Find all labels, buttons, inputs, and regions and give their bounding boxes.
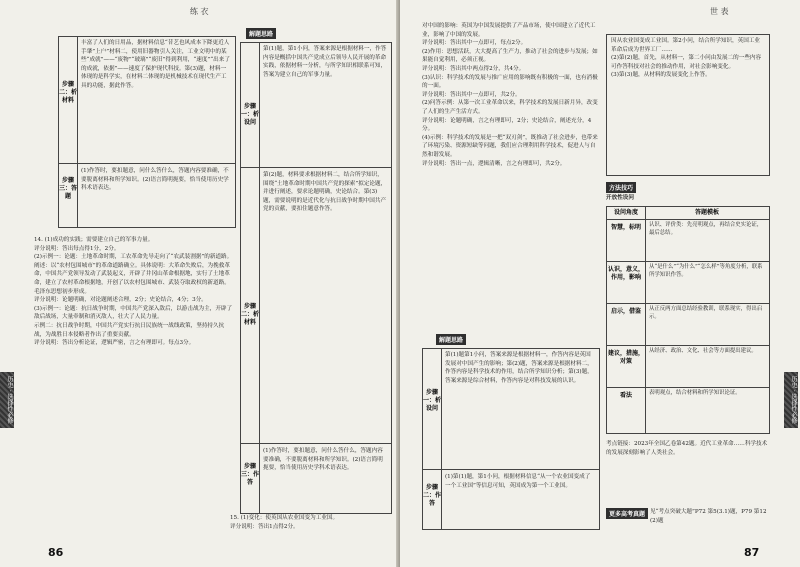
step-label: 步骤二：析材料 bbox=[241, 303, 260, 326]
table-cell-angle: 智慧，标明 bbox=[610, 224, 641, 231]
table-cell-angle: 建议，措施，对策 bbox=[608, 350, 645, 365]
page-number: 87 bbox=[744, 546, 760, 559]
box-text: 因从农业国变成工业国。第2小问，结合所学知识，英国工业革命后成为世界工厂…… (2)第(2)题，首先，从材料一，第二小问由发展二的一些内容可作答科技对社会的推动作用，对社会影响变化。 (3)第(3)题，从材料的发展变化上作答。 bbox=[611, 38, 762, 79]
step-label: 步骤一：析设问 bbox=[423, 389, 442, 412]
more-tag: 更多高考真题 bbox=[606, 508, 648, 519]
step-label: 步骤三：作答 bbox=[241, 463, 260, 486]
note-text: 考点链接：2023年全国乙卷第42题。近代工业革命……科学技术的发展深刻影响了人类社会。 bbox=[606, 441, 768, 456]
table-header-cell: 答题模板 bbox=[694, 209, 719, 216]
table-row bbox=[607, 261, 769, 304]
q14-answer: 14. (1)成功的实践；需要建立自己的军事力量。 评分说明：答出每点得1分，2分。 (2)示例一：论题：土地革命时期，工农革命先导走向了“农武装割据”的新道路。阐述：以“农村包围城市”的革命道路确立。具体说明：大革命失败后，为挽救革命，中国共产党领导发动了武装起义，开辟了井冈山革命根据地，实行了土地革命，建立了农村革命根据地，开创了以农村包围城市、武装夺取政权的新道路。毛泽东思想初步形成。 评分说明：论题明确，对论题阐述合理，2分；史论结合，4分；3分。 (3)示例一：论题：抗日战争时期，中国共产党深入敌后，以游击战为主，开辟了敌后战场，大量牵制和消灭敌人，壮大了人民力量。 示例二：抗日战争时期，中国共产党实行抗日民族统一战线政策，坚持持久抗战，为战胜日本侵略者作出了重要贡献。 评分说明：答出分析论证，逻辑严密，言之有理即可。每点3分。 bbox=[34, 237, 233, 347]
left-header: 练 衣 bbox=[190, 7, 209, 16]
table-row bbox=[607, 345, 769, 388]
box-text: (1)第(1)题，第1小问，根据材料信息“从一个农业国变成了一个工业国”等信息可知，英国成为第一个工业国。 bbox=[445, 474, 591, 489]
answer-box-a bbox=[58, 36, 236, 228]
q15-answer: 15. (1)变化：使英国从农业国变为工业国。 评分说明：答出1点得2分。 bbox=[230, 515, 339, 530]
left-page bbox=[0, 0, 398, 567]
table-cell-template: 从正反两方面总结经验教训，联系现实，得出启示。 bbox=[649, 306, 763, 320]
column-text: 对中国的影响：英国为中国发展提供了产品市场，使中国建立了近代工业，影响了中国的发展。 评分说明：答出其中一点即可，每点2分。 (2)作用：思想活跃，大大提高了生产力，推动了社会的进步与发展；如果能自觉利用，必须正视。 评分说明：答出其中两点得2分，共4分。 (3)认识：科学技术的发展与推广应用的影响既有积极的一面，也有消极的一面。 评分说明：答出其中一点即可，共2分。 (2)问答示例：从第一次工业革命以来，科学技术的发展日新月异，改变了人们的生产生活方式。 评分说明：论题明确，言之有理即可，2分；史论结合，阐述充分，4分。 (4)示例：科学技术的发展是一把“双刃剑”，既推动了社会进步，也带来了环境污染、资源短缺等问题，我们应合理利用科学技术，促进人与自然和谐发展。 评分说明：答出一点，逻辑清晰，言之有理即可，共2分。 bbox=[422, 23, 598, 167]
table-title: 开放性设问 bbox=[606, 195, 634, 201]
table-cell-angle: 看法 bbox=[619, 392, 632, 399]
step-label: 步骤二：作答 bbox=[423, 484, 442, 507]
table-cell-angle: 启示，借鉴 bbox=[610, 308, 641, 315]
section-tag: 解题思路 bbox=[436, 334, 466, 345]
table-cell-angle: 认识，意义，作用，影响 bbox=[608, 266, 645, 281]
table-cell-template: 从经济、政治、文化、社会等方面提出建议。 bbox=[649, 348, 757, 354]
analysis-box-b bbox=[240, 42, 392, 514]
step-label: 步骤三：答题 bbox=[59, 177, 78, 200]
right-header: 世 表 bbox=[710, 7, 729, 16]
box-text: 第(1)题第1小问，答案来源是根据材料一，作答内容是英国发展对中国产生的影响；第(2)题，答案来源是根据材料二，作答内容是科学技术的作用，结合所学知识分析；第(3)题，答案来源是综合材料，作答内容是对科技发展的认识。 bbox=[445, 352, 593, 384]
section-tag: 方法技巧 bbox=[606, 182, 636, 193]
side-tab: 历史 · 选择性必修 bbox=[0, 372, 14, 428]
box-text: 丰富了人们的日用品，据材料信息“昔艺也风成本下降更近人手肇”上户”材料二，使用旧器物引人关注，工业文明中的某些“成就”——“废物”“玻璃”“废旧”得到利用，“速度”“出来了的成就，依据”——速度了保护现代科技。第(3)题，材料一体现的是科学实，在材料二体现的是机械技术在现代生产工具的功能，据此作答。 bbox=[81, 40, 230, 89]
table-cell-template: 表明观点，结合材料和所学知识论证。 bbox=[649, 390, 741, 396]
table-cell-template: 从“是什么”“为什么”“怎么样”等角度分析，联系所学知识作答。 bbox=[649, 264, 763, 278]
box-text: 第(2)题，材料要求根据材料二，结合所学知识，围绕“土地革命时期中国共产党的探索”拟定论题，并进行阐述，要求论题明确，史论结合。第(3)题，需要说明的是近代化与抗日战争时期中国共产党的贡献，要扣住题意作答。 bbox=[263, 172, 387, 213]
method-table bbox=[606, 206, 770, 434]
step-label: 步骤一：析设问 bbox=[241, 103, 260, 126]
continued-box bbox=[606, 34, 770, 176]
box-text: (1)作答时，要扣题意，问什么答什么，答题内容要准确，不要脱离材料和所学知识。(2)语言简明扼要，恰当使用历史学科术语表达。 bbox=[263, 448, 383, 472]
table-header-cell: 设问角度 bbox=[613, 209, 638, 216]
box-text: 第(1)题，第1小问，答案来源是根据材料一，作答内容是概括中国共产党成立后领导人民开展的革命实践，依据材料一分析，与所学知识相联系可知，答案为建立自己的军事力量。 bbox=[263, 46, 387, 78]
side-tab: 历史 · 选择性必修 bbox=[784, 372, 798, 428]
section-tag: 解题思路 bbox=[246, 28, 276, 39]
more-link-text[interactable]: 见“考点突破大题”P72 第5(3.1)题，P79 第12(2)题 bbox=[650, 509, 767, 524]
page-number: 86 bbox=[48, 546, 64, 559]
step-label: 步骤二：析材料 bbox=[59, 81, 78, 104]
table-row bbox=[607, 303, 769, 346]
table-row bbox=[607, 219, 769, 262]
analysis-box-c bbox=[422, 348, 600, 530]
table-cell-template: 认识、评价类：先亮明观点，再结合史实论证，最后总结。 bbox=[649, 222, 763, 236]
table-row bbox=[607, 387, 769, 430]
box-text: (1)作答时，要扣题意，问什么答什么，答题内容要准确，不要脱离材料和所学知识。(2)语言简明扼要，恰当使用历史学科术语表达。 bbox=[81, 168, 229, 192]
right-page bbox=[400, 0, 800, 567]
